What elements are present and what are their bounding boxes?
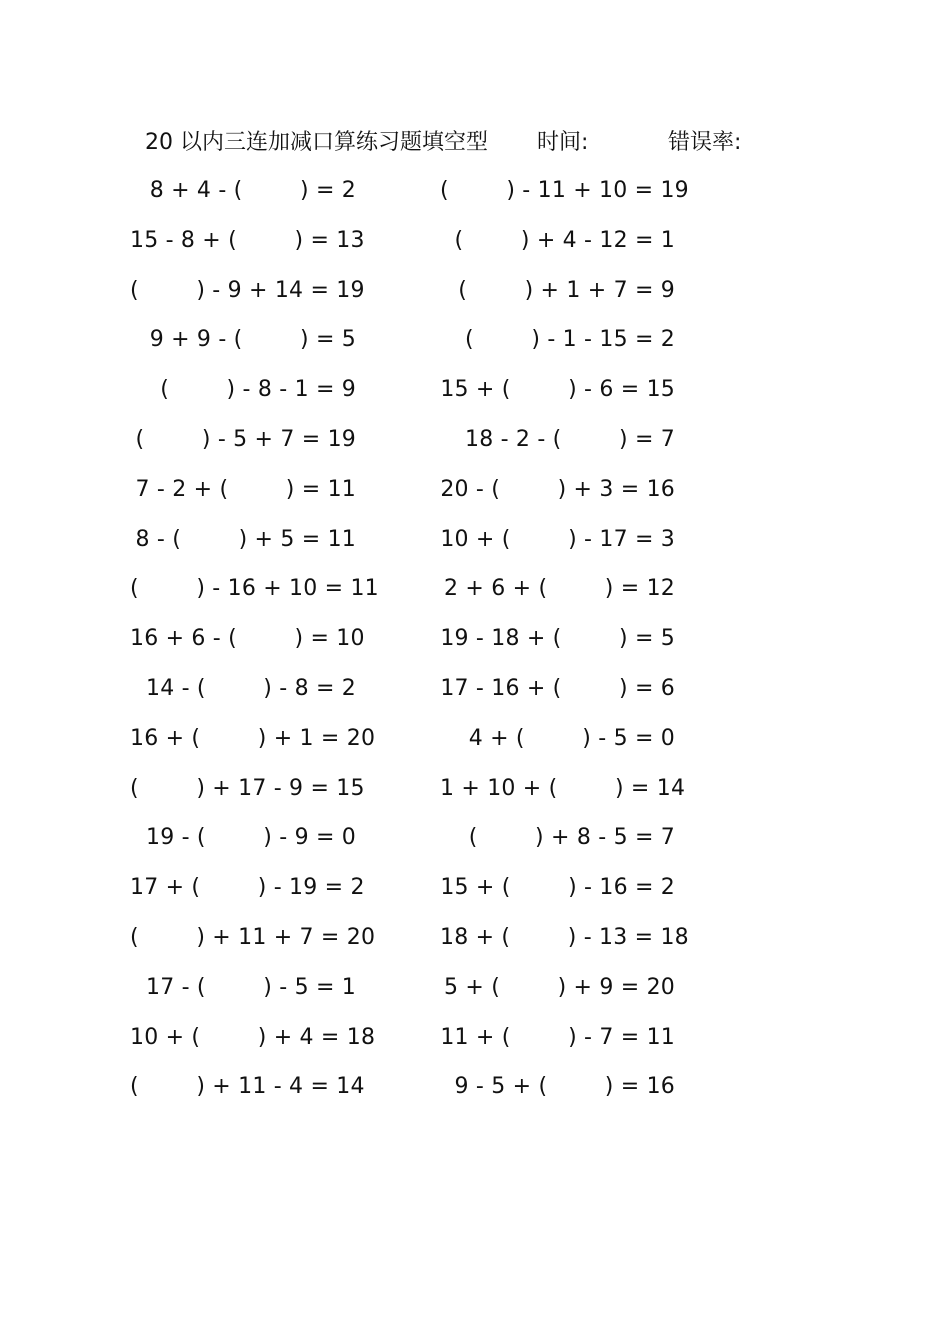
- problem-item: 17 - ( ) - 5 = 1: [146, 974, 356, 1000]
- problem-item: 19 - 18 + ( ) = 5: [440, 626, 675, 652]
- problem-item: 9 - 5 + ( ) = 16: [454, 1074, 675, 1100]
- problem-item: ( ) - 9 + 14 = 19: [130, 277, 365, 303]
- problem-item: ( ) - 16 + 10 = 11: [130, 576, 379, 602]
- problem-item: 10 + ( ) - 17 = 3: [440, 526, 675, 552]
- problem-item: 4 + ( ) - 5 = 0: [468, 725, 675, 751]
- problem-item: 7 - 2 + ( ) = 11: [135, 476, 356, 502]
- problem-item: 15 + ( ) - 6 = 15: [440, 377, 675, 403]
- problem-item: ( ) + 8 - 5 = 7: [468, 825, 675, 851]
- problem-item: ( ) + 1 + 7 = 9: [458, 277, 675, 303]
- problem-item: 5 + ( ) + 9 = 20: [444, 974, 675, 1000]
- problem-item: ( ) - 5 + 7 = 19: [135, 426, 356, 452]
- problem-item: 9 + 9 - ( ) = 5: [149, 327, 356, 353]
- problem-item: ( ) - 1 - 15 = 2: [465, 327, 675, 353]
- problem-item: 15 + ( ) - 16 = 2: [440, 875, 675, 901]
- problem-item: ( ) - 8 - 1 = 9: [160, 377, 356, 403]
- problem-item: 10 + ( ) + 4 = 18: [130, 1024, 376, 1050]
- problem-item: 15 - 8 + ( ) = 13: [130, 227, 365, 253]
- problem-item: 16 + 6 - ( ) = 10: [130, 626, 365, 652]
- problem-item: 8 + 4 - ( ) = 2: [149, 178, 356, 203]
- worksheet-header: [145, 126, 765, 160]
- problem-item: 11 + ( ) - 7 = 11: [440, 1024, 675, 1050]
- right-problem-column: [440, 173, 689, 1119]
- problem-item: 18 - 2 - ( ) = 7: [465, 426, 675, 452]
- problem-item: ( ) - 11 + 10 = 19: [440, 178, 689, 203]
- problem-item: 17 + ( ) - 19 = 2: [130, 875, 365, 901]
- worksheet-title: 20 以内三连加减口算练习题填空型: [145, 130, 488, 155]
- left-problem-column: [130, 173, 379, 1119]
- problem-item: 14 - ( ) - 8 = 2: [146, 675, 356, 701]
- problem-item: ( ) + 11 + 7 = 20: [130, 924, 376, 950]
- error-rate-label: 错误率:: [668, 130, 742, 155]
- problem-item: 8 - ( ) + 5 = 11: [135, 526, 356, 552]
- problem-item: 2 + 6 + ( ) = 12: [444, 576, 675, 602]
- problem-item: ( ) + 11 - 4 = 14: [130, 1074, 365, 1100]
- problem-item: 17 - 16 + ( ) = 6: [440, 675, 675, 701]
- problem-item: 16 + ( ) + 1 = 20: [130, 725, 376, 751]
- problem-item: 19 - ( ) - 9 = 0: [146, 825, 356, 851]
- problem-item: 1 + 10 + ( ) = 14: [440, 775, 686, 801]
- problem-item: ( ) + 17 - 9 = 15: [130, 775, 365, 801]
- problem-item: 18 + ( ) - 13 = 18: [440, 924, 689, 950]
- problem-item: 20 - ( ) + 3 = 16: [440, 476, 675, 502]
- problem-item: ( ) + 4 - 12 = 1: [454, 227, 675, 253]
- time-label: 时间:: [537, 130, 589, 155]
